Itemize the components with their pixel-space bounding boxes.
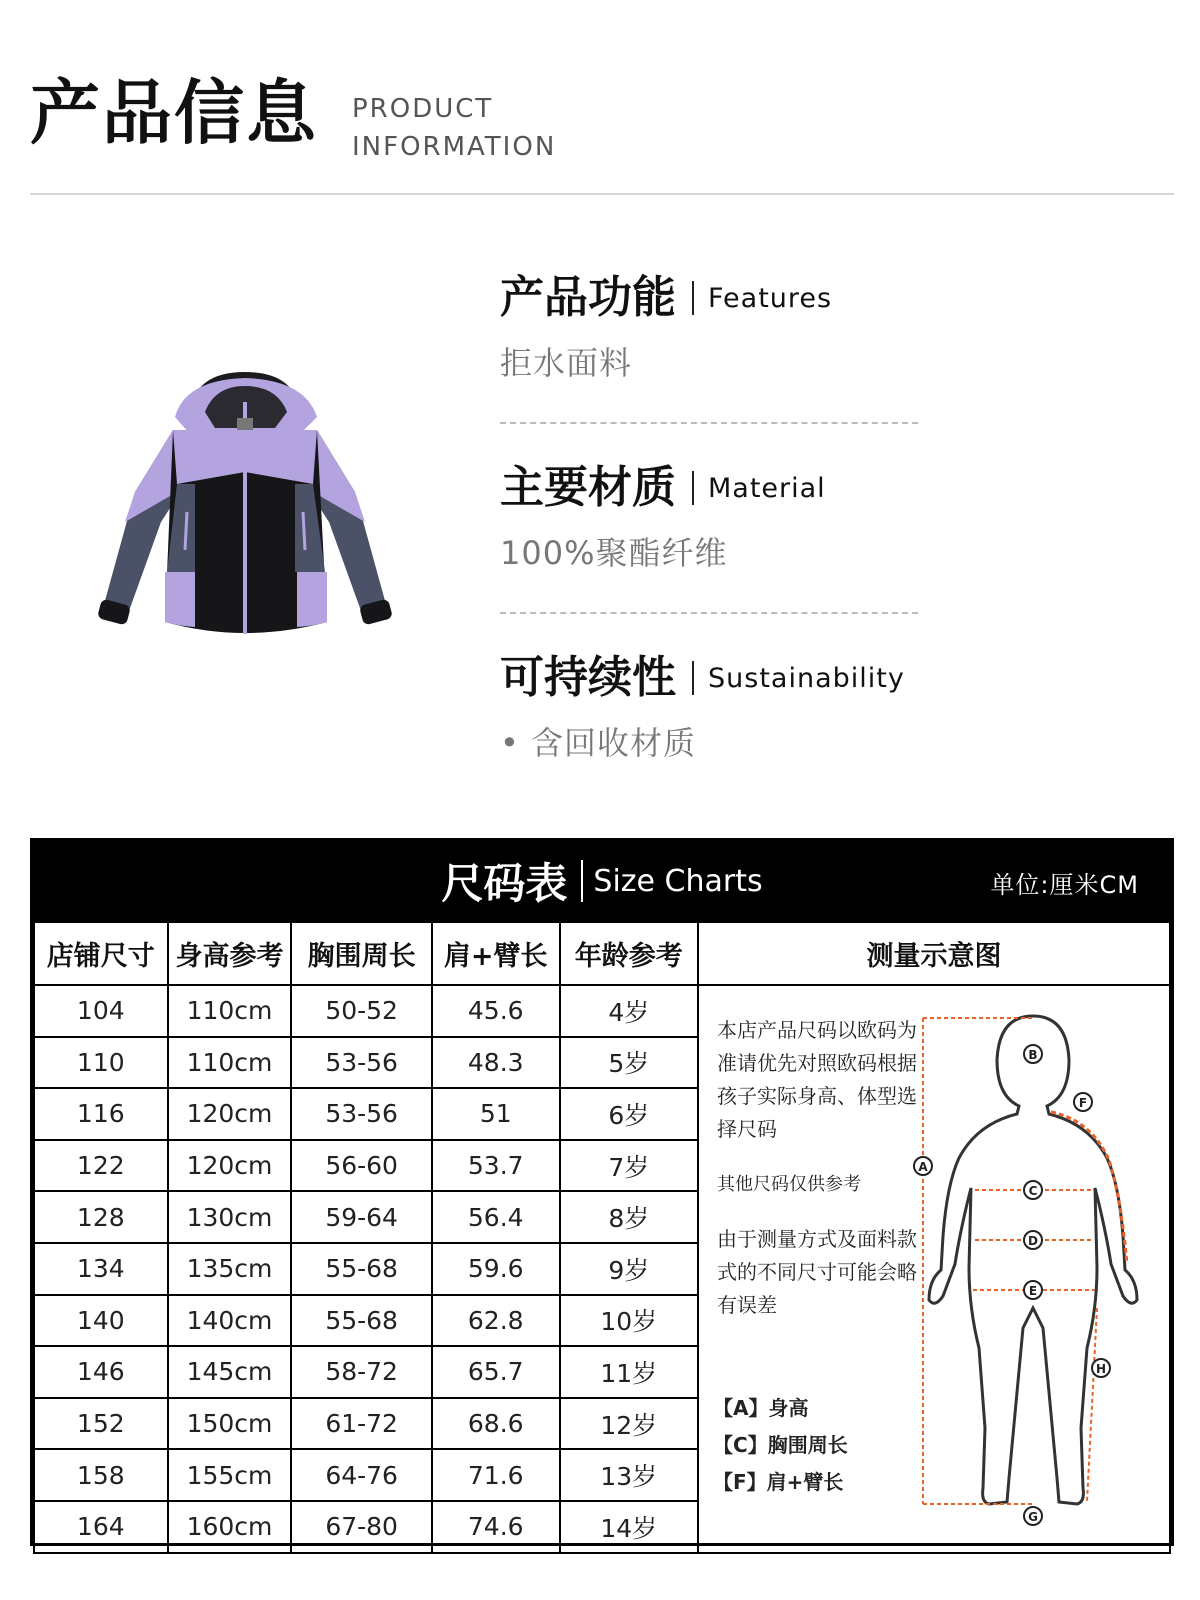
table-cell: 9岁 [560, 1243, 698, 1295]
note-size-standard: 本店产品尺码以欧码为准请优先对照欧码根据孩子实际身高、体型选择尺码 [717, 1018, 918, 1141]
title-en-line1: PRODUCT [352, 94, 494, 124]
page-title: 产品信息 [30, 72, 318, 154]
dashed-divider [500, 612, 918, 614]
marker-label: H [1095, 1362, 1107, 1376]
page-title-english [352, 90, 556, 166]
table-cell: 74.6 [432, 1501, 560, 1553]
banner-separator [581, 860, 583, 902]
size-chart-banner [33, 841, 1171, 921]
table-cell: 11岁 [560, 1346, 698, 1398]
table-cell: 56.4 [432, 1191, 560, 1243]
child-body-outline [911, 1008, 1157, 1548]
table-cell: 120cm [168, 1140, 292, 1192]
feature-separator [692, 471, 694, 505]
marker-label: E [1028, 1284, 1038, 1298]
table-cell: 53.7 [432, 1140, 560, 1192]
table-cell: 152 [34, 1398, 168, 1450]
table-cell: 45.6 [432, 985, 560, 1037]
marker-b-icon [1024, 1045, 1042, 1063]
title-en-line2: INFORMATION [352, 132, 557, 162]
legend-item-height: 【A】身高 [713, 1396, 809, 1420]
product-image-jacket [95, 372, 405, 654]
feature-function [500, 270, 920, 460]
table-cell: 14岁 [560, 1501, 698, 1553]
marker-label: A [918, 1160, 928, 1174]
marker-a-icon [914, 1157, 932, 1175]
table-cell: 71.6 [432, 1449, 560, 1501]
size-chart-title-en: Size Charts [593, 863, 763, 899]
feature-title-cn: 产品功能 [500, 272, 676, 323]
table-cell: 55-68 [291, 1295, 432, 1347]
table-cell: 53-56 [291, 1037, 432, 1089]
column-header: 年龄参考 [560, 922, 698, 985]
table-cell: 51 [432, 1088, 560, 1140]
table-cell: 158 [34, 1449, 168, 1501]
note-measurement-error: 由于测量方式及面料款式的不同尺寸可能会略有误差 [717, 1227, 918, 1317]
column-header: 测量示意图 [698, 922, 1170, 985]
table-cell: 164 [34, 1501, 168, 1553]
marker-d-icon [1024, 1231, 1042, 1249]
measurement-diagram [699, 986, 1157, 1550]
table-row [34, 985, 1170, 1037]
legend-item-chest: 【C】胸围周长 [713, 1433, 848, 1457]
feature-value: • 含回收材质 [500, 724, 697, 762]
table-cell: 10岁 [560, 1295, 698, 1347]
header-divider [30, 193, 1174, 195]
measurement-legend [713, 1390, 848, 1501]
note-other-sizes: 其他尺码仅供参考 [717, 1174, 862, 1195]
column-header: 胸围周长 [291, 922, 432, 985]
table-cell: 59.6 [432, 1243, 560, 1295]
table-cell: 50-52 [291, 985, 432, 1037]
table-cell: 56-60 [291, 1140, 432, 1192]
table-cell: 7岁 [560, 1140, 698, 1192]
feature-value: 100%聚酯纤维 [500, 534, 728, 572]
marker-f-icon [1074, 1093, 1092, 1111]
marker-c-icon [1024, 1181, 1042, 1199]
table-cell: 146 [34, 1346, 168, 1398]
table-cell: 140cm [168, 1295, 292, 1347]
feature-title-en: Features [708, 282, 833, 314]
table-cell: 150cm [168, 1398, 292, 1450]
table-cell: 55-68 [291, 1243, 432, 1295]
table-cell: 155cm [168, 1449, 292, 1501]
table-cell: 61-72 [291, 1398, 432, 1450]
table-cell: 104 [34, 985, 168, 1037]
table-cell: 8岁 [560, 1191, 698, 1243]
marker-label: C [1028, 1184, 1038, 1198]
table-cell: 120cm [168, 1088, 292, 1140]
table-cell: 65.7 [432, 1346, 560, 1398]
marker-label: B [1028, 1048, 1038, 1062]
legend-item-shoulder-arm: 【F】肩+臂长 [713, 1470, 844, 1494]
marker-label: D [1028, 1234, 1038, 1248]
size-table [33, 921, 1171, 1554]
table-cell: 160cm [168, 1501, 292, 1553]
column-header: 身高参考 [168, 922, 292, 985]
marker-label: G [1028, 1510, 1038, 1524]
table-cell: 12岁 [560, 1398, 698, 1450]
table-cell: 134 [34, 1243, 168, 1295]
table-cell: 116 [34, 1088, 168, 1140]
feature-title-cn: 主要材质 [500, 462, 676, 513]
marker-g-icon [1024, 1507, 1042, 1525]
table-cell: 130cm [168, 1191, 292, 1243]
feature-title-en: Material [708, 472, 826, 504]
column-header: 肩+臂长 [432, 922, 560, 985]
table-cell: 110cm [168, 985, 292, 1037]
table-cell: 110cm [168, 1037, 292, 1089]
size-chart-unit: 单位:厘米CM [990, 871, 1139, 899]
feature-title-cn: 可持续性 [500, 652, 676, 703]
feature-sustainability [500, 650, 920, 840]
feature-material [500, 460, 920, 650]
feature-title-en: Sustainability [708, 662, 905, 694]
table-cell: 135cm [168, 1243, 292, 1295]
measurement-diagram-cell [698, 985, 1170, 1553]
table-cell: 4岁 [560, 985, 698, 1037]
table-cell: 5岁 [560, 1037, 698, 1089]
table-cell: 6岁 [560, 1088, 698, 1140]
measurement-notes [717, 1014, 927, 1344]
marker-label: F [1078, 1096, 1088, 1110]
page-header [0, 0, 1200, 200]
marker-h-icon [1092, 1359, 1110, 1377]
feature-separator [692, 281, 694, 315]
table-cell: 67-80 [291, 1501, 432, 1553]
table-cell: 140 [34, 1295, 168, 1347]
table-cell: 68.6 [432, 1398, 560, 1450]
table-cell: 62.8 [432, 1295, 560, 1347]
table-cell: 122 [34, 1140, 168, 1192]
table-cell: 13岁 [560, 1449, 698, 1501]
table-cell: 59-64 [291, 1191, 432, 1243]
table-cell: 53-56 [291, 1088, 432, 1140]
features-list [500, 270, 920, 840]
size-chart-title-cn: 尺码表 [441, 859, 568, 908]
table-cell: 145cm [168, 1346, 292, 1398]
table-cell: 64-76 [291, 1449, 432, 1501]
dashed-divider [500, 422, 918, 424]
marker-e-icon [1024, 1281, 1042, 1299]
table-cell: 110 [34, 1037, 168, 1089]
table-cell: 48.3 [432, 1037, 560, 1089]
column-header: 店铺尺寸 [34, 922, 168, 985]
table-cell: 58-72 [291, 1346, 432, 1398]
size-table-header [34, 922, 1170, 985]
table-cell: 128 [34, 1191, 168, 1243]
feature-value: 拒水面料 [500, 344, 633, 382]
size-chart [30, 838, 1174, 1546]
feature-separator [692, 661, 694, 695]
